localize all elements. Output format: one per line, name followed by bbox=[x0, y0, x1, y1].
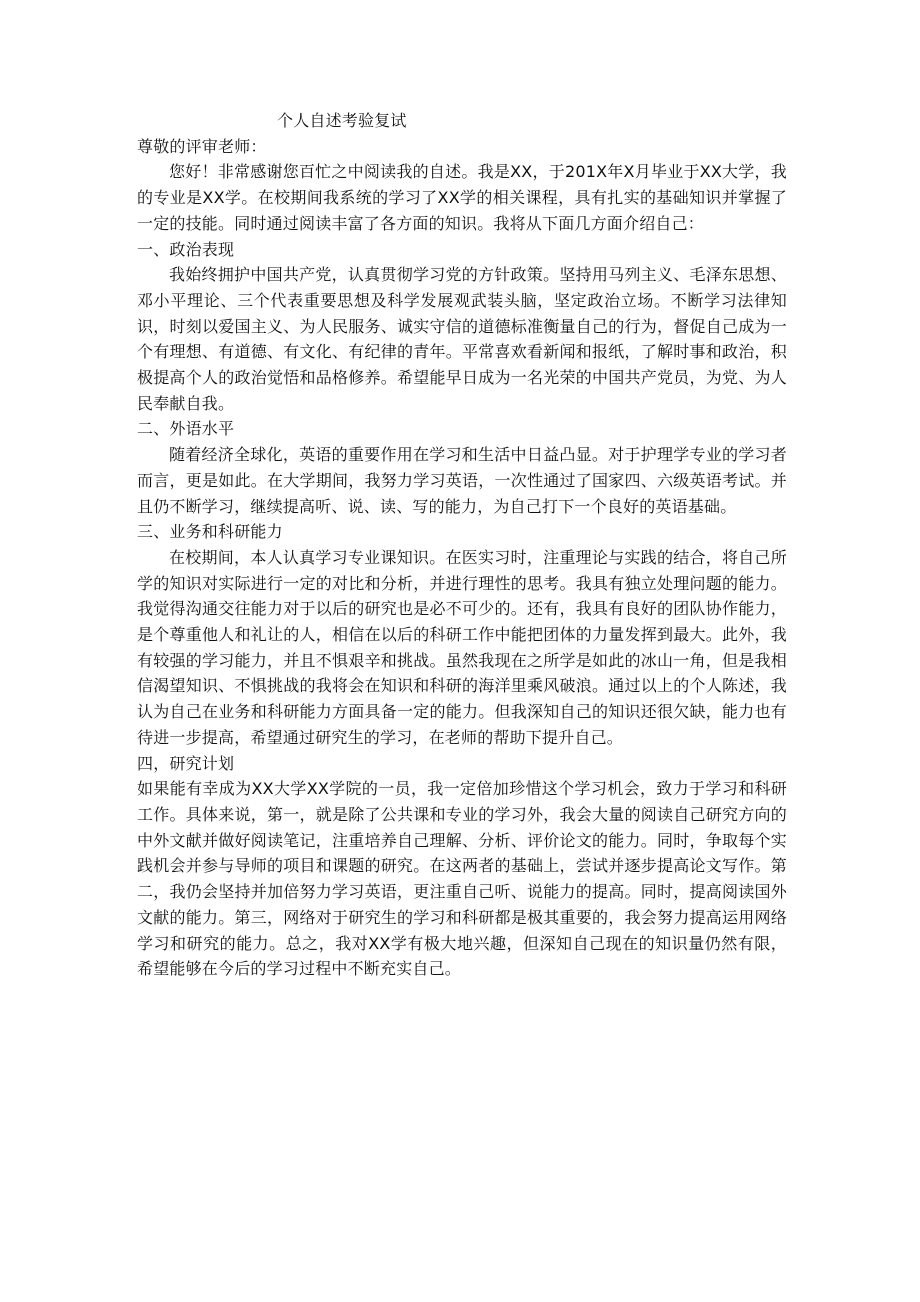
section-body-research-ability: 在校期间，本人认真学习专业课知识。在医实习时，注重理论与实践的结合，将自己所学的知识对实际进行一定的对比和分析，并进行理性的思考。我具有独立处理问题的能力。我觉得沟通交往能力对于以后的研究也是必不可少的。还有，我具有良好的团队协作能力，是个尊重他人和礼让的人，相信在以后的科研工作中能把团体的力量发挥到最大。此外，我有较强的学习能力，并且不惧艰辛和挑战。虽然我现在之所学是如此的冰山一角，但是我相信渴望知识、不惧挑战的我将会在知识和科研的海洋里乘风破浪。通过以上的个人陈述，我认为自己在业务和科研能力方面具备一定的能力。但我深知自己的知识还很欠缺，能力也有待进一步提高，希望通过研究生的学习，在老师的帮助下提升自己。 bbox=[137, 547, 787, 747]
section-heading-research-plan: 四，研究计划 bbox=[137, 753, 235, 773]
salutation: 尊敬的评审老师： bbox=[137, 136, 267, 156]
section-body-research-plan: 如果能有幸成为XX大学XX学院的一员，我一定倍加珍惜这个学习机会，致力于学习和科研工作。具体来说，第一，就是除了公共课和专业的学习外，我会大量的阅读自己研究方向的中外文献并做好阅读笔记，注重培养自己理解、分析、评价论文的能力。同时，争取每个实践机会并参与导师的项目和课题的研究。在这两者的基础上，尝试并逐步提高论文写作。第二，我仍会坚持并加倍努力学习英语，更注重自己听、说能力的提高。同时，提高阅读国外文献的能力。第三，网络对于研究生的学习和科研都是极其重要的，我会努力提高运用网络学习和研究的能力。总之，我对XX学有极大地兴趣，但深知自己现在的知识量仍然有限，希望能够在今后的学习过程中不断充实自己。 bbox=[137, 779, 787, 979]
section-body-language: 随着经济全球化，英语的重要作用在学习和生活中日益凸显。对于护理学专业的学习者而言，更是如此。在大学期间，我努力学习英语，一次性通过了国家四、六级英语考试。并且仍不断学习，继续提高听、说、读、写的能力，为自己打下一个良好的英语基础。 bbox=[137, 445, 787, 516]
section-heading-language: 二、外语水平 bbox=[137, 419, 235, 439]
intro-paragraph: 您好！非常感谢您百忙之中阅读我的自述。我是XX，于201X年X月毕业于XX大学，我的专业是XX学。在校期间我系统的学习了XX学的相关课程，具有扎实的基础知识并掌握了一定的技能。同时通过阅读丰富了各方面的知识。我将从下面几方面介绍自己： bbox=[137, 162, 787, 233]
document-body bbox=[137, 108, 787, 982]
section-heading-research-ability: 三、业务和科研能力 bbox=[137, 522, 283, 542]
document-title: 个人自述考验复试 bbox=[277, 111, 407, 130]
section-heading-politics: 一、政治表现 bbox=[137, 239, 235, 259]
section-body-politics: 我始终拥护中国共产党，认真贯彻学习党的方针政策。坚持用马列主义、毛泽东思想、邓小平理论、三个代表重要思想及科学发展观武装头脑，坚定政治立场。不断学习法律知识，时刻以爱国主义、为人民服务、诚实守信的道德标准衡量自己的行为，督促自己成为一个有理想、有道德、有文化、有纪律的青年。平常喜欢看新闻和报纸，了解时事和政治，积极提高个人的政治觉悟和品格修养。希望能早日成为一名光荣的中国共产党员，为党、为人民奉献自我。 bbox=[137, 265, 787, 413]
